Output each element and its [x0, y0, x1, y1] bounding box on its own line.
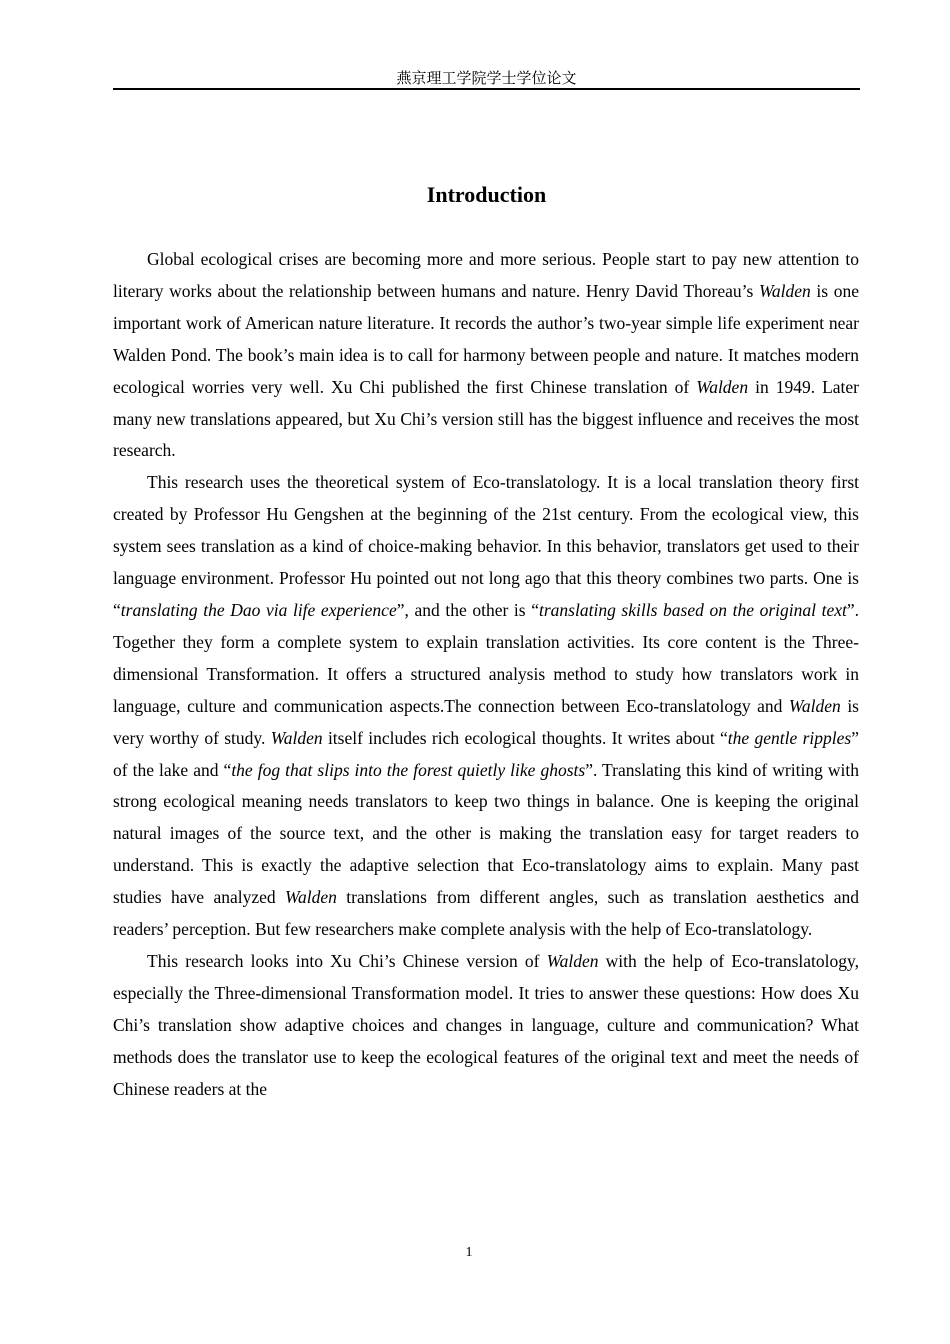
italic-text: Walden — [285, 887, 337, 908]
italic-text: Walden — [270, 727, 323, 748]
text-run: with the help of Eco-translatology, especially the Three-dimensional Transformation model. It tries to answer these questions: How does Xu Chi’s translation show adaptive choices and changes in language, culture and communication? What methods does the translator use to keep the ecological features of the original text and meet the needs of Chinese readers at the — [113, 950, 859, 1099]
running-header: 燕京理工学院学士学位论文 — [396, 69, 577, 87]
text-run: ” of the lake and “ — [113, 727, 859, 780]
italic-text: the fog that slips into the forest quietly like ghosts — [231, 759, 586, 780]
italic-text: the gentle ripples — [727, 727, 852, 748]
page-number: 1 — [465, 1245, 473, 1260]
text-run: is very worthy of study. — [113, 695, 859, 748]
text-run: ”. Translating this kind of writing with strong ecological meaning needs translators to keep two things in balance. One is keeping the original natural images of the source text, and the other is making the translation easy for target readers to understand. This is exactly the adaptive selection that Eco-translatology aims to explain. Many past studies have analyzed — [113, 759, 859, 908]
italic-text: translating the Dao via life experience — [120, 599, 397, 620]
paragraph — [113, 244, 859, 467]
body-text — [113, 244, 859, 1105]
text-run: translations from different angles, such as translation aesthetics and readers’ perception. But few researchers make complete analysis with the help of Eco-translatology. — [113, 887, 860, 940]
text-run: ”. Together they form a complete system to explain translation activities. Its core content is the Three-dimensional Transformation. It offers a structured analysis method to study how translators work in language, culture and communication aspects.The connection between Eco-translatology and — [113, 599, 860, 716]
italic-text: Walden — [696, 376, 749, 397]
italic-text: Walden — [758, 280, 811, 301]
paragraph — [113, 467, 859, 946]
text-run: ”, and the other is “ — [396, 599, 539, 620]
section-title: Introduction — [426, 182, 547, 207]
text-run: is one important work of American nature literature. It records the author’s two-year simple life experiment near Walden Pond. The book’s main idea is to call for harmony between people and nature. It matches modern ecological worries very well. Xu Chi published the first Chinese translation of — [113, 280, 859, 397]
text-run: in 1949. Later many new translations appeared, but Xu Chi’s version still has the biggest influence and receives the most research. — [113, 376, 860, 461]
text-run: This research uses the theoretical system of Eco-translatology. It is a local translation theory first created by Professor Hu Gengshen at the beginning of the 21st century. From the ecological view, this system sees translation as a kind of choice-making behavior. In this behavior, translators get used to their language environment. Professor Hu pointed out not long ago that this theory combines two parts. One is “ — [113, 472, 859, 620]
text-run: This research looks into Xu Chi’s Chinese version of — [147, 950, 547, 971]
header-divider — [113, 88, 860, 90]
text-run: itself includes rich ecological thoughts. It writes about “ — [322, 727, 728, 748]
italic-text: Walden — [788, 695, 841, 716]
text-run: Global ecological crises are becoming more and more serious. People start to pay new attention to literary works about the relationship between humans and nature. Henry David Thoreau’s — [113, 249, 859, 301]
paragraph — [113, 946, 859, 1106]
italic-text: Walden — [546, 950, 599, 971]
italic-text: translating skills based on the original text — [539, 599, 847, 620]
